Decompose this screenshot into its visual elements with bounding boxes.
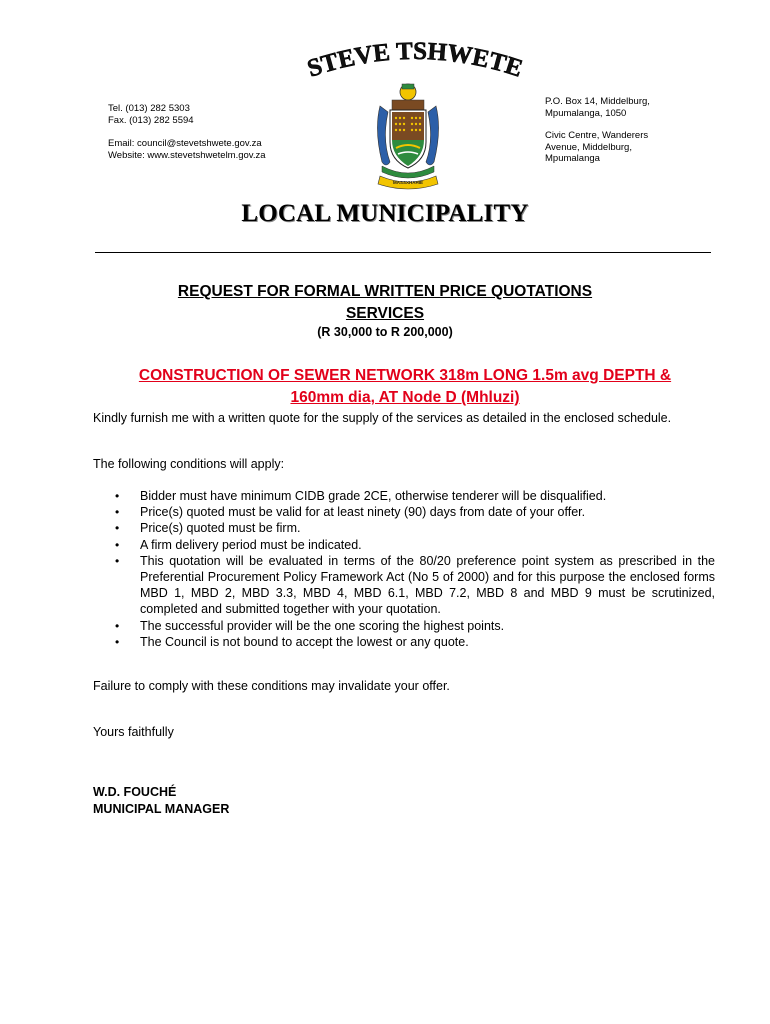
closing: Yours faithfully	[93, 725, 174, 739]
bullet-icon: •	[115, 489, 120, 503]
svg-text:STEVE TSHWETE	[304, 38, 526, 83]
list-item: • Bidder must have minimum CIDB grade 2CE, otherwise tenderer will be disqualified.	[115, 489, 607, 503]
contact-left	[108, 103, 266, 161]
request-title	[0, 281, 770, 325]
postal-address-line2: Mpumalanga, 1050	[545, 107, 627, 119]
email: Email: council@stevetshwete.gov.za	[108, 138, 262, 149]
bullet-icon: •	[115, 537, 120, 552]
list-item: • Price(s) quoted must be firm.	[115, 521, 301, 536]
intro-paragraph: Kindly furnish me with a written quote for the supply of the services as detailed in the enclosed schedule.	[93, 411, 672, 425]
bullet-icon: •	[115, 521, 120, 536]
bullet-icon: •	[115, 634, 120, 649]
list-item: • This quotation will be evaluated in terms of the 80/20 preference point system as prescribed in the Preferential Procurement Policy Framework Act (No 5 of 2000) and for this purpose the enclosed forms MBD 1, MBD 2, MBD 3.3, MBD 4, MBD 6.1, MBD 7.2, MBD 8 and MBD 9 must be scrutinized, completed and submitted together with your quotation.	[115, 553, 715, 617]
request-title-line2: SERVICES	[345, 305, 425, 322]
contact-right	[545, 96, 650, 165]
signatory	[93, 784, 229, 817]
website: Website: www.stevetshwetelm.gov.za	[108, 149, 266, 161]
project-heading-line2: 160mm dia, AT Node D (Mhluzi)	[290, 389, 520, 406]
failure-notice: Failure to comply with these conditions may invalidate your offer.	[93, 679, 450, 693]
conditions-intro: The following conditions will apply:	[93, 457, 285, 471]
conditions-list	[93, 488, 715, 650]
postal-address-line1: P.O. Box 14, Middelburg,	[545, 96, 650, 107]
crest-banner-text: MASSXHAHIE	[392, 180, 424, 185]
telephone: Tel. (013) 282 5303	[108, 103, 190, 114]
list-item: • A firm delivery period must be indicated.	[115, 537, 362, 552]
local-municipality-title: LOCAL MUNICIPALITY	[241, 200, 529, 227]
header-divider	[95, 252, 711, 253]
project-heading	[90, 365, 720, 409]
list-item: • The successful provider will be the one scoring the highest points.	[115, 618, 505, 633]
project-heading-line1: CONSTRUCTION OF SEWER NETWORK 318m LONG 1.5m avg DEPTH &	[138, 367, 672, 384]
arc-title-text: STEVE TSHWETE	[304, 38, 526, 83]
bullet-icon: •	[115, 618, 120, 633]
list-item: • The Council is not bound to accept the lowest or any quote.	[115, 634, 469, 649]
signatory-name: W.D. FOUCHÉ	[93, 785, 177, 799]
civic-address-line1: Civic Centre, Wanderers	[545, 130, 649, 141]
request-title-line1: REQUEST FOR FORMAL WRITTEN PRICE QUOTATIONS	[177, 283, 593, 300]
bullet-icon: •	[115, 505, 120, 520]
coat-of-arms-icon	[372, 80, 444, 192]
civic-address-line3: Mpumalanga	[545, 153, 600, 164]
signatory-title: MUNICIPAL MANAGER	[93, 801, 230, 816]
list-item: • Price(s) quoted must be valid for at least ninety (90) days from date of your offer.	[115, 505, 586, 520]
municipality-arc-title	[290, 38, 540, 86]
civic-address-line2: Avenue, Middelburg,	[545, 141, 632, 153]
price-range: (R 30,000 to R 200,000)	[317, 325, 453, 339]
fax: Fax. (013) 282 5594	[108, 114, 194, 126]
bullet-icon: •	[115, 553, 120, 568]
